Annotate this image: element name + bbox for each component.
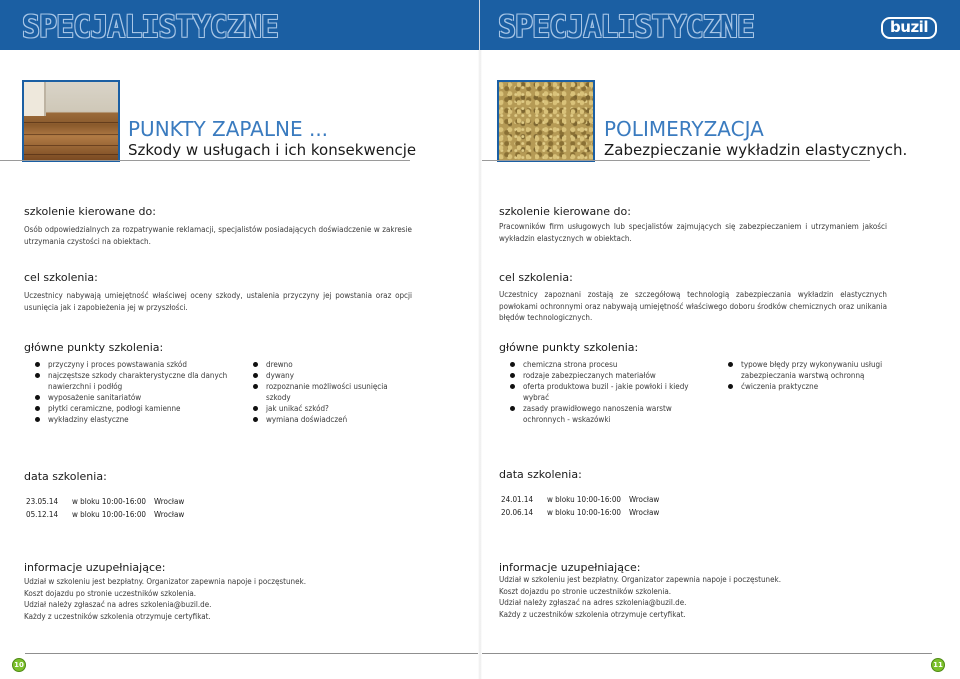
footer-divider xyxy=(25,653,480,654)
list-item: wykładziny elastyczne xyxy=(34,414,234,425)
list-item: typowe błędy przy wykonywaniu usługi zabezpieczania warstwą ochronną xyxy=(727,359,892,381)
audience-text: Osób odpowiedzialnych za rozpatrywanie reklamacji, specjalistów posiadających doświadczenie w zakresie utrzymania czystości na obiektach. xyxy=(24,225,412,246)
list-item: chemiczna strona procesu xyxy=(509,359,714,370)
floor-texture-photo xyxy=(497,80,595,162)
list-item: dywany xyxy=(252,370,402,381)
floor-damage-photo xyxy=(22,80,120,162)
list-item: wymiana doświadczeń xyxy=(252,414,402,425)
footer-divider xyxy=(480,653,932,654)
list-item: rodzaje zabezpieczanych materiałów xyxy=(509,370,714,381)
points-list-1 xyxy=(509,359,714,425)
date-row: 20.06.14 w bloku 10:00-16:00 Wrocław xyxy=(501,508,660,517)
date-row: 05.12.14 w bloku 10:00-16:00 Wrocław xyxy=(26,510,185,519)
points-list-2 xyxy=(252,359,402,425)
list-item: wyposażenie sanitariatów xyxy=(34,392,234,403)
page-number-badge: 10 xyxy=(12,658,26,672)
goal-label: cel szkolenia: xyxy=(24,271,98,284)
course-subtitle: Zabezpieczanie wykładzin elastycznych. xyxy=(604,141,908,159)
divider xyxy=(0,160,410,161)
dates-table xyxy=(26,495,184,521)
list-item: zasady prawidłowego nanoszenia warstw ochronnych - wskazówki xyxy=(509,403,714,425)
list-item: rozpoznanie możliwości usunięcia szkody xyxy=(252,381,402,403)
course-title: PUNKTY ZAPALNE ... xyxy=(128,117,329,141)
header-bar xyxy=(0,0,480,50)
audience-label: szkolenie kierowane do: xyxy=(24,205,156,218)
list-item: oferta produktowa buzil - jakie powłoki i kiedy wybrać xyxy=(509,381,714,403)
dates-label: data szkolenia: xyxy=(499,468,582,481)
points-list-2 xyxy=(727,359,892,392)
list-item: drewno xyxy=(252,359,402,370)
divider xyxy=(480,160,870,161)
audience-label: szkolenie kierowane do: xyxy=(499,205,631,218)
dates-label: data szkolenia: xyxy=(24,470,107,483)
section-title: SPECJALISTYCZNE xyxy=(22,10,278,45)
list-item: płytki ceramiczne, podłogi kamienne xyxy=(34,403,234,414)
page-gutter xyxy=(478,50,482,679)
goal-label: cel szkolenia: xyxy=(499,271,573,284)
info-text: Udział w szkoleniu jest bezpłatny. Organizator zapewnia napoje i poczęstunek. Koszt dojazdu po stronie uczestników szkolenia. Udział należy zgłaszać na adres szkolenia@buzil.de. Każdy z uczestników szkolenia otrzymuje certyfikat. xyxy=(499,575,782,619)
header-bar xyxy=(480,0,960,50)
points-label: główne punkty szkolenia: xyxy=(24,341,164,354)
points-list-1 xyxy=(34,359,234,425)
points-label: główne punkty szkolenia: xyxy=(499,341,639,354)
page-number-badge: 11 xyxy=(931,658,945,672)
info-label: informacje uzupełniające: xyxy=(499,561,641,574)
list-item: najczęstsze szkody charakterystyczne dla danych nawierzchni i podłóg xyxy=(34,370,234,392)
list-item: przyczyny i proces powstawania szkód xyxy=(34,359,234,370)
date-row: 23.05.14 w bloku 10:00-16:00 Wrocław xyxy=(26,497,185,506)
audience-text: Pracowników firm usługowych lub specjalistów zajmujących się zabezpieczaniem i utrzymaniem jakości wykładzin elastycznych w obiektach. xyxy=(499,222,887,243)
course-subtitle: Szkody w usługach i ich konsekwencje xyxy=(128,141,417,159)
course-title: POLIMERYZACJA xyxy=(604,117,764,141)
list-item: jak unikać szkód? xyxy=(252,403,402,414)
list-item: ćwiczenia praktyczne xyxy=(727,381,892,392)
date-row: 24.01.14 w bloku 10:00-16:00 Wrocław xyxy=(501,495,660,504)
goal-text: Uczestnicy nabywają umiejętność właściwej oceny szkody, ustalenia przyczyny jej powstania oraz opcji usunięcia jak i zapobieżenia jej w przyszłości. xyxy=(24,291,412,312)
info-label: informacje uzupełniające: xyxy=(24,561,166,574)
right-page xyxy=(480,0,960,679)
goal-text: Uczestnicy zapoznani zostają ze szczegółową technologią zabezpieczania wykładzin elastycznych powłokami ochronnymi oraz nabywają umiejętność właściwego doboru środków chemicznych oraz unikania błędów technologicznych. xyxy=(499,290,887,322)
dates-table xyxy=(501,493,659,519)
buzil-logo: buzil xyxy=(881,17,937,39)
section-title: SPECJALISTYCZNE xyxy=(498,10,754,45)
info-text: Udział w szkoleniu jest bezpłatny. Organizator zapewnia napoje i poczęstunek. Koszt dojazdu po stronie uczestników szkolenia. Udział należy zgłaszać na adres szkolenia@buzil.de. Każdy z uczestników szkolenia otrzymuje certyfikat. xyxy=(24,577,307,621)
